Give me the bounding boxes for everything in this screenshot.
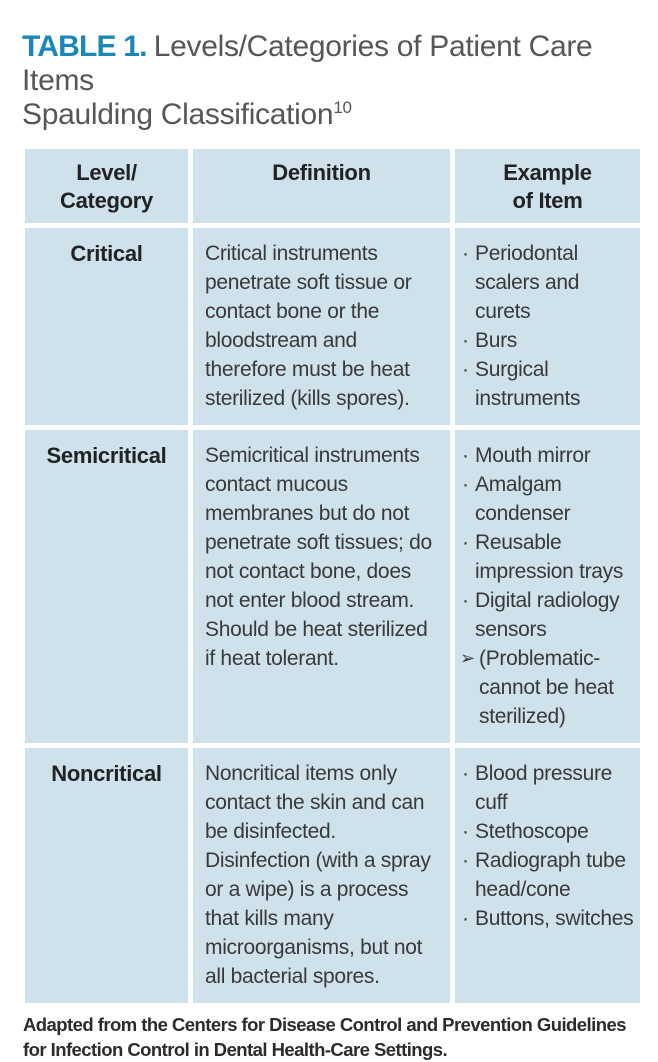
example-text: Buttons, switches [475,907,634,930]
example-text: Reusable impression trays [475,531,624,583]
example-text: Digital radiology sensors [475,589,620,641]
example-text: Burs [475,329,517,352]
list-item [462,470,636,528]
row-noncritical-examples [455,748,640,1003]
header-category-line: Category [60,188,153,213]
column-header-definition [193,149,450,223]
header-definition-line: Definition [272,160,371,185]
bullet-dot-icon: · [462,473,469,496]
list-item [462,528,636,586]
source-note-line2: for Infection Control in Dental Health-Care Settings. [23,1039,448,1060]
bullet-dot-icon: · [462,820,469,843]
definition-text: Semicritical instruments contact mucous membranes but do not penetrate soft tissues; do not contact bone, does not enter blood stream. Should be heat sterilized if heat tolerant. [205,444,432,670]
row-semicritical-definition [193,430,450,743]
bullet-dot-icon: · [462,849,469,872]
title-reference-superscript: 10 [333,98,352,117]
list-item-problematic [462,644,636,731]
header-of-item-line: of Item [512,188,583,213]
row-critical-examples [455,228,640,425]
table-number-label: TABLE 1. [22,30,147,63]
header-example-line: Example [503,160,592,185]
level-label: Critical [70,241,143,266]
list-item [462,239,636,326]
title-line1: Levels/Categories of Patient Care Items [22,30,593,97]
list-item [462,846,636,904]
list-item [462,441,636,470]
bullet-dot-icon: · [462,329,469,352]
example-text: Mouth mirror [475,444,591,467]
list-item [462,586,636,644]
example-text: (Problematic-cannot be heat sterilized) [479,647,614,728]
list-item [462,904,636,933]
row-critical-definition [193,228,450,425]
example-text: Stethoscope [475,820,589,843]
arrow-bullet-icon: ➢ [460,648,475,668]
row-semicritical-examples [455,430,640,743]
definition-text: Noncritical items only contact the skin and can be disinfected. Disinfection (with a spray or a wipe) is a process that kills many microorganisms, but not all bacterial spores. [205,762,431,988]
bullet-dot-icon: · [462,242,469,265]
bullet-dot-icon: · [462,531,469,554]
example-text: Amalgam condenser [475,473,571,525]
source-attribution-note [23,1012,640,1062]
header-level-line: Level/ [76,160,137,185]
example-text: Periodontal scalers and curets [475,242,580,323]
level-label: Semicritical [46,443,167,468]
bullet-dot-icon: · [462,358,469,381]
list-item [462,355,636,413]
row-noncritical-definition [193,748,450,1003]
list-item [462,759,636,817]
spaulding-classification-table [25,149,640,1003]
example-text: Surgical instruments [475,358,581,410]
bullet-dot-icon: · [462,907,469,930]
list-item [462,326,636,355]
page-title [22,30,640,132]
row-semicritical-level [25,430,188,743]
column-header-level-category [25,149,188,223]
bullet-dot-icon: · [462,589,469,612]
title-line2: Spaulding Classification [22,98,334,131]
row-critical-level [25,228,188,425]
example-text: Blood pressure cuff [475,762,613,814]
definition-text: Critical instruments penetrate soft tissue or contact bone or the bloodstream and therefore must be heat sterilized (kills spores). [205,242,412,410]
column-header-example-of-item [455,149,640,223]
level-label: Noncritical [51,761,162,786]
list-item [462,817,636,846]
row-noncritical-level [25,748,188,1003]
source-note-line1: Adapted from the Centers for Disease Control and Prevention Guidelines [23,1014,626,1035]
bullet-dot-icon: · [462,444,469,467]
bullet-dot-icon: · [462,762,469,785]
example-text: Radiograph tube head/cone [475,849,626,901]
